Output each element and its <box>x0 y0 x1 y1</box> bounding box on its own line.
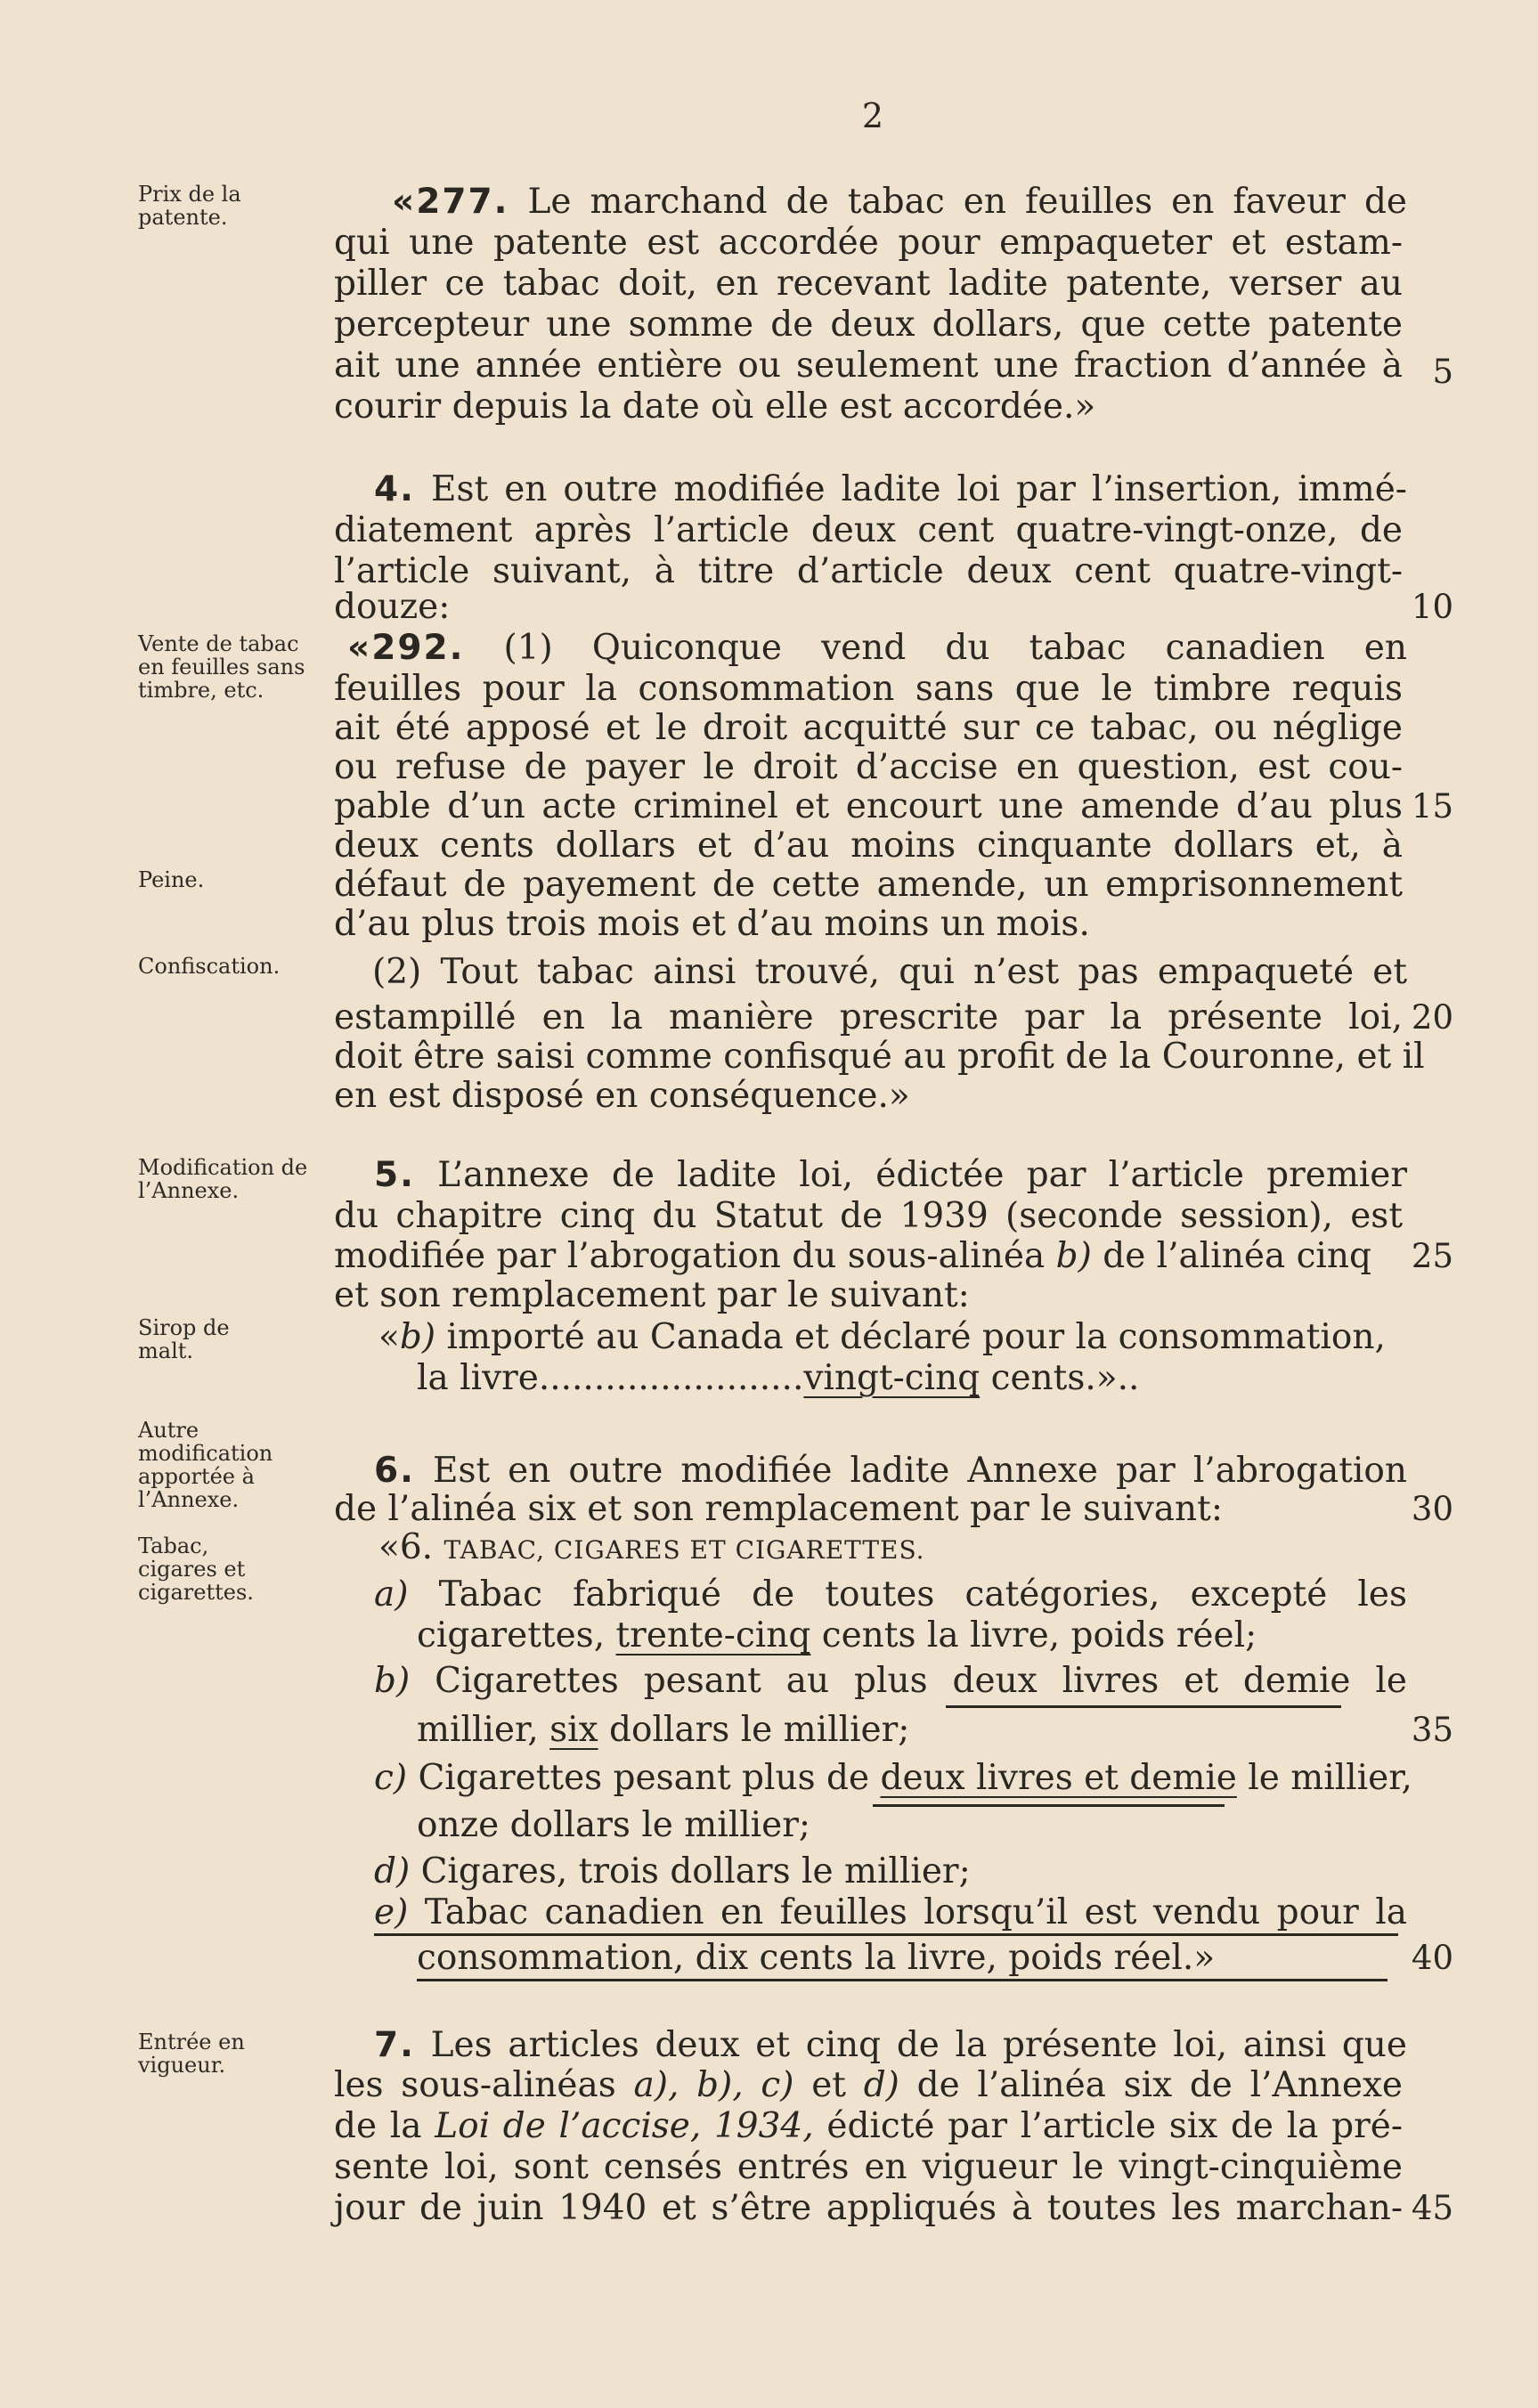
margin-note-autre-modification: Autre modification apportée à l’Annexe. <box>138 1418 273 1512</box>
margin-note-modification-annexe: Modification de l’Annexe. <box>138 1155 308 1203</box>
text-line <box>378 1528 1447 1570</box>
text-line: sente loi, sont censés entrés en vigueur le vingt-cinquième <box>334 2147 1403 2187</box>
text-span: Loi de l’accise, 1934, <box>435 2106 814 2146</box>
text-line: piller ce tabac doit, en recevant ladite patente, verser au <box>334 264 1403 304</box>
text-span: cents.».. <box>990 1358 1140 1398</box>
margin-note-peine: Peine. <box>138 867 205 892</box>
text-line <box>374 1452 1407 1491</box>
margin-note-sirop-malt: Sirop de malt. <box>138 1315 230 1363</box>
underlined-text: trente-cinq <box>615 1615 811 1656</box>
text-span: Cigares, trois dollars le millier; <box>420 1851 971 1891</box>
text-line: courir depuis la date où elle est accordée.» <box>334 386 1096 427</box>
text-line <box>374 1662 1407 1701</box>
text-span: de la <box>334 2106 422 2146</box>
underlined-text: vingt-cinq <box>803 1358 981 1398</box>
text-line <box>378 1318 1447 1357</box>
text-span: e) <box>374 1892 409 1932</box>
text-span: modifiée par l’abrogation du sous-alinéa <box>334 1236 1046 1276</box>
section-number: «292. <box>347 628 465 668</box>
text-line <box>417 1711 1485 1750</box>
section-number: 5. <box>374 1155 415 1195</box>
text-span: Les articles deux et cinq de la présente loi, ainsi que <box>430 2025 1407 2065</box>
text-span: Est en outre modifiée ladite loi par l’insertion, immé- <box>431 469 1407 509</box>
small-caps-heading: TABAC, CIGARES ET CIGARETTES. <box>443 1535 925 1565</box>
text-span: de l’alinéa six de l’Annexe <box>916 2065 1404 2105</box>
text-line: ait une année entière ou seulement une fraction d’année à <box>334 346 1403 386</box>
underline-rule <box>374 1933 1398 1936</box>
text-span: la livre <box>417 1358 539 1398</box>
text-line: qui une patente est accordée pour empaqueter et estam- <box>334 223 1403 263</box>
text-span: b) <box>399 1317 436 1357</box>
text-line: onze dollars le millier; <box>417 1805 811 1845</box>
text-line: de l’alinéa six et son remplacement par le suivant: <box>334 1489 1223 1529</box>
text-span: Cigarettes pesant plus de <box>418 1758 870 1798</box>
text-line: estampillé en la manière prescrite par la présente loi, <box>334 997 1403 1037</box>
text-line: consommation, dix cents la livre, poids réel.» <box>417 1938 1216 1978</box>
text-line <box>374 1852 1443 1891</box>
line-number-5: 5 <box>1432 353 1453 391</box>
text-span: Est en outre modifiée ladite Annexe par l’abrogation <box>432 1451 1407 1491</box>
text-line: diatement après l’article deux cent quatre-vingt-onze, de <box>334 510 1403 550</box>
text-line <box>417 1359 1485 1398</box>
text-span: a), b), c) <box>633 2065 794 2105</box>
margin-note-prix-patente: Prix de la patente. <box>138 182 241 230</box>
text-span: b) <box>1055 1236 1092 1276</box>
text-span: b) <box>374 1661 411 1701</box>
text-line <box>334 2107 1403 2146</box>
text-span: Cigarettes pesant au plus <box>435 1661 928 1701</box>
section-number: 6. <box>374 1451 415 1491</box>
margin-note-tabac-cigares: Tabac, cigares et cigarettes. <box>138 1533 254 1605</box>
text-line: percepteur une somme de deux dollars, que cette patente <box>334 305 1403 345</box>
text-line <box>347 629 1407 668</box>
text-line <box>374 2026 1407 2065</box>
line-number-30: 30 <box>1411 1490 1453 1528</box>
text-line: douze: <box>334 587 451 627</box>
text-span: Tabac canadien en feuilles lorsqu’il est vendu pour la <box>424 1892 1407 1932</box>
text-span: a) <box>374 1574 409 1615</box>
line-number-45: 45 <box>1411 2189 1453 2227</box>
text-span: de l’alinéa cinq <box>1103 1236 1371 1276</box>
text-line <box>392 183 1407 222</box>
section-number: 4. <box>374 469 415 509</box>
line-number-15: 15 <box>1411 787 1453 826</box>
text-span: Tabac fabriqué de toutes catégories, excepté les <box>438 1574 1407 1615</box>
text-span: édicté par l’article six de la pré- <box>826 2106 1403 2146</box>
text-line <box>334 2066 1403 2105</box>
text-span: le millier, <box>1248 1758 1412 1798</box>
text-span: «6. <box>378 1527 434 1567</box>
text-line: en est disposé en conséquence.» <box>334 1076 910 1116</box>
leader-dots: ........................ <box>538 1358 804 1398</box>
text-span: « <box>378 1317 400 1357</box>
underline-rule <box>417 1979 1387 1981</box>
text-span: et <box>811 2065 846 2105</box>
text-line: feuilles pour la consommation sans que le timbre requis <box>334 669 1403 709</box>
text-line: (2) Tout tabac ainsi trouvé, qui n’est pas empaqueté et <box>372 952 1407 992</box>
text-line: d’au plus trois mois et d’au moins un mois. <box>334 904 1090 944</box>
text-line: ait été apposé et le droit acquitté sur ce tabac, ou néglige <box>334 708 1403 748</box>
underline-rule <box>946 1705 1341 1708</box>
text-span: cents la livre, poids réel; <box>821 1615 1257 1656</box>
line-number-20: 20 <box>1411 998 1453 1037</box>
text-line: l’article suivant, à titre d’article deux cent quatre-vingt- <box>334 551 1403 591</box>
text-span: Le marchand de tabac en feuilles en faveur de <box>527 182 1407 222</box>
underlined-text: six <box>549 1710 598 1750</box>
text-line <box>374 1893 1407 1932</box>
line-number-35: 35 <box>1411 1711 1453 1749</box>
text-line: pable d’un acte criminel et encourt une amende d’au plus <box>334 786 1403 826</box>
text-line: ou refuse de payer le droit d’accise en question, est cou- <box>334 747 1403 787</box>
margin-note-vente-tabac: Vente de tabac en feuilles sans timbre, etc. <box>138 631 305 703</box>
text-span: L’annexe de ladite loi, édictée par l’article premier <box>437 1155 1407 1195</box>
text-span: d) <box>374 1851 411 1891</box>
text-span: les sous-alinéas <box>334 2065 616 2105</box>
text-span: cigarettes, <box>417 1615 606 1656</box>
section-number: 7. <box>374 2025 415 2065</box>
text-span: le <box>1375 1661 1407 1701</box>
margin-note-entree-vigueur: Entrée en vigueur. <box>138 2030 245 2078</box>
underlined-text: deux livres et demie <box>880 1758 1237 1798</box>
text-line: jour de juin 1940 et s’être appliqués à toutes les marchan- <box>334 2188 1403 2228</box>
text-line <box>374 470 1407 509</box>
line-number-10: 10 <box>1411 588 1453 626</box>
section-number: «277. <box>392 182 509 222</box>
text-span: millier, <box>417 1710 539 1750</box>
text-span: d) <box>863 2065 899 2105</box>
text-line <box>374 1575 1407 1615</box>
text-line: deux cents dollars et d’au moins cinquante dollars et, à <box>334 826 1403 866</box>
text-span: importé au Canada et déclaré pour la consommation, <box>446 1317 1386 1357</box>
text-line: du chapitre cinq du Statut de 1939 (seconde session), est <box>334 1196 1403 1236</box>
line-number-25: 25 <box>1411 1237 1453 1275</box>
underlined-text: deux livres et demie <box>952 1661 1351 1701</box>
text-line <box>374 1759 1443 1798</box>
margin-note-confiscation: Confiscation. <box>138 954 281 979</box>
line-number-40: 40 <box>1411 1939 1453 1977</box>
text-line <box>417 1616 1485 1656</box>
text-line <box>334 1237 1403 1276</box>
text-span: c) <box>374 1758 408 1798</box>
text-span: (1) Quiconque vend du tabac canadien en <box>503 628 1407 668</box>
text-line: défaut de payement de cette amende, un emprisonnement <box>334 865 1403 905</box>
text-line <box>374 1156 1407 1195</box>
text-span: dollars le millier; <box>609 1710 910 1750</box>
page-number: 2 <box>861 96 884 135</box>
text-line: et son remplacement par le suivant: <box>334 1275 970 1315</box>
text-line: doit être saisi comme confisqué au profit de la Couronne, et il <box>334 1037 1425 1077</box>
